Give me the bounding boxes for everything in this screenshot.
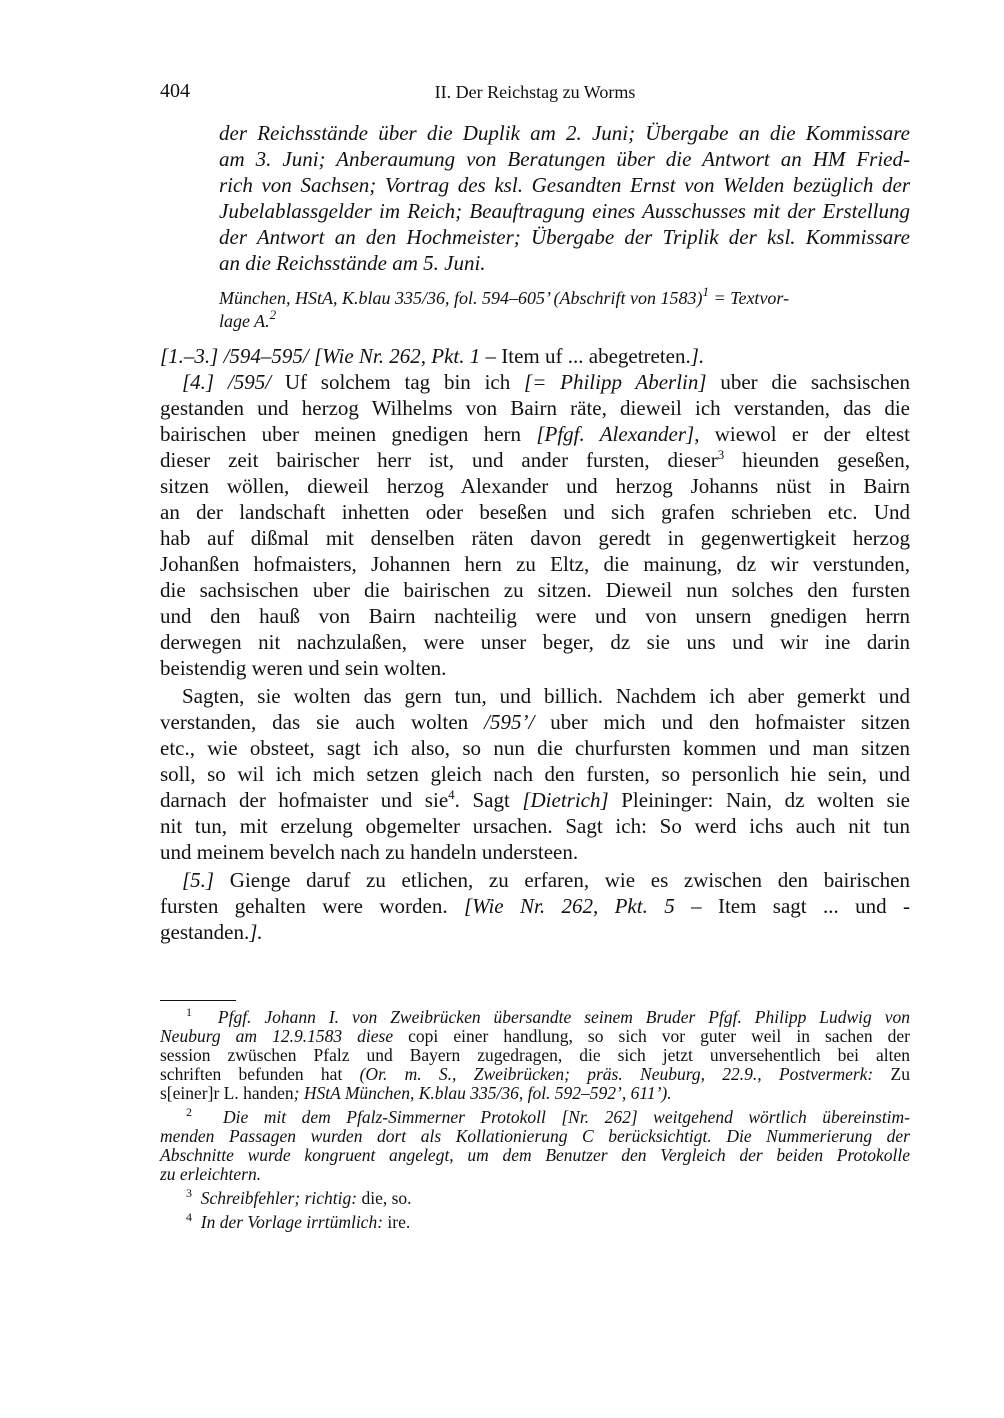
text-line: und meinem bevelch nach zu handeln understeen. xyxy=(160,840,579,864)
text-line: Sagten, sie wolten das gern tun, und billich. Nachdem ich aber gemerkt und xyxy=(182,684,910,708)
source-text: fursten gehalten were worden. xyxy=(160,894,464,918)
source-line xyxy=(219,285,910,311)
footnote-line xyxy=(160,1027,910,1046)
text-line: und den hauß von Bairn nachteilig were und von unsern gnedigen herrn xyxy=(160,604,910,628)
summary-line: am 3. Juni; Anberaumung von Beratungen über die Antwort an HM Fried- xyxy=(219,147,910,171)
footnote-1 xyxy=(186,1005,910,1027)
footnote-ref[interactable]: 1 xyxy=(702,284,709,299)
source-text: lage A. xyxy=(219,311,270,331)
text-line: derwegen nit nachzulaßen, were unser beger, dz sie uns und wir ine darin xyxy=(160,630,910,654)
text-line: nit tun, mit erzelung obgemelter ursachen. Sagt ich: So werd ichs auch nit tun xyxy=(160,814,910,838)
source-text: = Textvor- xyxy=(708,288,790,308)
text-line xyxy=(182,867,910,893)
source-text: Gienge daruf zu etlichen, zu erfaren, wie es zwischen den bairischen xyxy=(214,868,910,892)
footnote-ref[interactable]: 3 xyxy=(717,447,725,462)
text-line xyxy=(160,709,910,735)
text-line: sitzen wöllen, dieweil herzog Alexander und herzog Johanns nüst in Bairn xyxy=(160,474,910,498)
footnote-number: 1 xyxy=(186,1005,192,1019)
footnote-line: session zwüschen Pfalz und Bayern zugedragen, die sich jetzt unversehentlich bei alten xyxy=(160,1045,910,1065)
editorial-text: [Dietrich] xyxy=(522,788,609,812)
editorial-text: [= Philipp Aberlin] xyxy=(524,370,707,394)
editorial-text: ]. xyxy=(690,344,705,368)
source-text: gestanden. xyxy=(160,920,250,944)
source-text: darnach der hofmaister und sie xyxy=(160,788,449,812)
text-line xyxy=(182,369,910,395)
summary-line: Jubelablassgelder im Reich; Beauftragung eines Ausschusses mit der Erstellung xyxy=(219,199,910,223)
editorial-text: [Wie Nr. 262, Pkt. 5 – xyxy=(463,894,718,918)
source-text: uber mich und den hofmaister sitzen xyxy=(534,710,910,734)
source-text: Item sagt ... und - xyxy=(717,894,910,918)
text-line: an der landschaft inhetten oder beseßen und sich grafen schrieben etc. Und xyxy=(160,500,910,524)
footnote-quote: die, so. xyxy=(357,1188,412,1208)
footnote-text: ; HStA München, K.blau 335/36, fol. 592–592’, 611’). xyxy=(293,1083,672,1103)
text-line xyxy=(160,447,910,473)
footnote-number: 3 xyxy=(186,1186,192,1200)
footnote-line: zu erleichtern. xyxy=(160,1164,262,1184)
footnote-quote: s[einer]r L. handen xyxy=(160,1083,294,1103)
footnote-line: Abschnitte wurde kongruent angelegt, um dem Benutzer den Vergleich der beiden Protokolle xyxy=(160,1145,910,1165)
source-line xyxy=(219,308,276,334)
source-text: verstanden, das sie auch wolten xyxy=(160,710,485,734)
footnote-ref[interactable]: 4 xyxy=(448,787,455,802)
footnote-3 xyxy=(186,1186,412,1208)
text-line xyxy=(160,919,263,945)
text-line xyxy=(160,893,910,919)
text-line xyxy=(160,421,910,447)
footnote-4 xyxy=(186,1210,411,1232)
footnote-line xyxy=(160,1084,672,1103)
source-text: . Sagt xyxy=(454,788,523,812)
source-text: Pleininger: Nain, dz wolten sie xyxy=(608,788,910,812)
summary-line: rich von Sachsen; Vortrag des ksl. Gesandten Ernst von Welden bezüglich der xyxy=(219,173,910,197)
source-text: Uf solchem tag bin ich xyxy=(284,370,525,394)
text-line: gestanden und herzog Wilhelms von Bairn räte, dieweil ich verstanden, das die xyxy=(160,396,910,420)
footnote-line xyxy=(160,1065,910,1084)
editorial-text: [1.–3.] /594–595/ [Wie Nr. 262, Pkt. 1 – xyxy=(160,344,502,368)
footnote-text: Pfgf. Johann I. von Zweibrücken übersandte seinem Bruder Pfgf. Philipp Ludwig von xyxy=(217,1007,910,1027)
footnote-text: Neuburg am 12.9.1583 diese xyxy=(160,1026,394,1046)
footnote-line: menden Passagen wurden dort als Kollationierung C berücksichtigt. Die Nummerierung der xyxy=(160,1126,910,1146)
folio-marker: /595’/ xyxy=(484,710,535,734)
footnote-quote: Zu xyxy=(873,1064,910,1084)
text-line: etc., wie obsteet, sagt ich also, so nun die churfursten kommen und man sitzen xyxy=(160,736,910,760)
footnote-divider xyxy=(160,1000,236,1001)
footnote-quote: ire. xyxy=(383,1212,411,1232)
footnote-text: (Or. m. S., Zweibrücken; präs. Neuburg, 22.9., Postvermerk: xyxy=(359,1064,874,1084)
footnote-ref[interactable]: 2 xyxy=(269,307,277,322)
section-marker: [4.] /595/ xyxy=(182,370,285,394)
text-line: soll, so wil ich mich setzen gleich nach den fursten, so personlich hie sein, und xyxy=(160,762,910,786)
section-marker: [5.] xyxy=(182,868,215,892)
text-line xyxy=(160,343,704,369)
text-line: Johanßen hofmaisters, Johannen hern zu Eltz, die mainung, dz wir verstunden, xyxy=(160,552,910,576)
summary-line: der Antwort an den Hochmeister; Übergabe der Triplik der ksl. Kommissare xyxy=(219,225,910,249)
source-text: , wiewol er der eltest xyxy=(694,422,910,446)
source-text: Item uf ... abegetreten. xyxy=(501,344,691,368)
text-line: hab auf dißmal mit denselben räten davon geredt in gegenwertigkeit herzog xyxy=(160,526,910,550)
footnote-number: 2 xyxy=(186,1105,192,1119)
text-line xyxy=(160,787,910,813)
source-text: uber die sachsischen xyxy=(706,370,910,394)
source-text: hieunden geseßen, xyxy=(724,448,910,472)
source-text: bairischen uber meinen gnedigen hern xyxy=(160,422,537,446)
source-text: München, HStA, K.blau 335/36, fol. 594–605’ (Abschrift von 1583) xyxy=(219,288,703,308)
footnote-number: 4 xyxy=(186,1210,192,1224)
editorial-text: ]. xyxy=(249,920,263,944)
footnote-quote: schriften befunden hat xyxy=(160,1064,360,1084)
page-number: 404 xyxy=(160,80,190,102)
footnote-text: In der Vorlage irrtümlich: xyxy=(200,1212,384,1232)
footnote-quote: copi einer handlung, so sich vor guter weil in sachen der xyxy=(393,1026,911,1046)
page-header xyxy=(160,80,910,108)
summary-line: der Reichsstände über die Duplik am 2. Juni; Übergabe an die Kommissare xyxy=(219,121,910,145)
footnote-text: Schreibfehler; richtig: xyxy=(200,1188,358,1208)
source-text: dieser zeit bairischer herr ist, und ander fursten, dieser xyxy=(160,448,718,472)
text-line: die sachsischen uber die bairischen zu sitzen. Dieweil nun solches den fursten xyxy=(160,578,910,602)
footnote-text: Die mit dem Pfalz-Simmerner Protokoll [Nr. 262] weitgehend wörtlich übereinstim- xyxy=(223,1107,911,1127)
footnote-2 xyxy=(186,1105,911,1127)
running-head: II. Der Reichstag zu Worms xyxy=(434,82,636,102)
text-line: beistendig weren und sein wolten. xyxy=(160,656,447,680)
editorial-text: [Pfgf. Alexander] xyxy=(536,422,695,446)
summary-line: an die Reichsstände am 5. Juni. xyxy=(219,251,486,275)
